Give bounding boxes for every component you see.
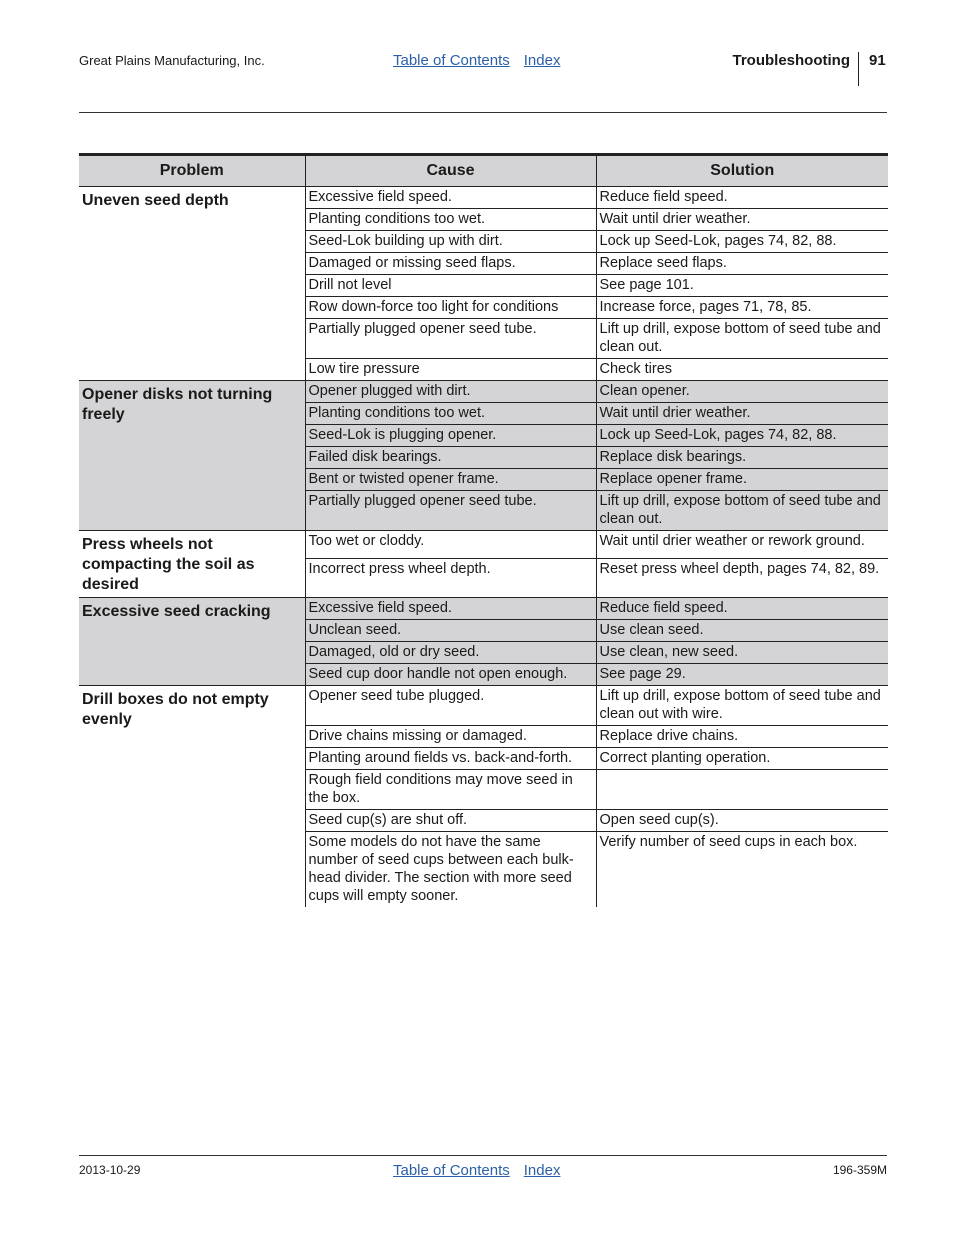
cause-cell: Incorrect press wheel depth. [305,558,596,597]
footer-rule [79,1155,887,1156]
problem-cell: Uneven seed depth [79,187,305,381]
solution-cell: Replace seed flaps. [596,253,888,275]
solution-cell: Wait until drier weather or rework ground. [596,531,888,559]
cause-cell: Planting conditions too wet. [305,209,596,231]
table-row [79,381,888,403]
company-name: Great Plains Manufacturing, Inc. [79,53,265,68]
cause-cell: Bent or twisted opener frame. [305,469,596,491]
cause-cell: Damaged, old or dry seed. [305,642,596,664]
cause-cell: Opener plugged with dirt. [305,381,596,403]
header-divider [858,52,859,86]
footer-nav [393,1162,574,1179]
solution-cell: See page 101. [596,275,888,297]
footer-toc-link[interactable]: Table of Contents [393,1162,510,1179]
solution-cell: Lift up drill, expose bottom of seed tube and clean out. [596,491,888,531]
header-index-link[interactable]: Index [523,52,561,69]
header-rule [79,112,887,113]
cause-cell: Failed disk bearings. [305,447,596,469]
solution-cell: Correct planting operation. [596,748,888,770]
solution-cell: Reduce field speed. [596,187,888,209]
solution-cell [596,770,888,810]
problem-cell: Drill boxes do not empty evenly [82,691,269,728]
cause-cell: Planting conditions too wet. [305,403,596,425]
cause-cell: Seed-Lok building up with dirt. [305,231,596,253]
table-row [79,686,888,726]
column-header-problem: Problem [79,155,305,187]
cause-cell: Opener seed tube plugged. [305,686,596,726]
footer-date: 2013-10-29 [79,1163,141,1177]
cause-cell: Row down-force too light for conditions [305,297,596,319]
solution-cell: Use clean, new seed. [596,642,888,664]
solution-cell: See page 29. [596,664,888,686]
solution-cell: Lock up Seed-Lok, pages 74, 82, 88. [596,425,888,447]
cause-cell: Seed-Lok is plugging opener. [305,425,596,447]
solution-cell: Lift up drill, expose bottom of seed tube and clean out. [596,319,888,359]
troubleshooting-table [79,153,888,907]
cause-cell: Damaged or missing seed flaps. [305,253,596,275]
solution-cell: Wait until drier weather. [596,403,888,425]
solution-cell: Wait until drier weather. [596,209,888,231]
header-nav [393,52,574,69]
solution-cell: Replace opener frame. [596,469,888,491]
cause-cell: Too wet or cloddy. [305,531,596,559]
table-body [79,187,888,908]
document-number: 196-359M [832,1163,887,1177]
solution-cell: Reduce field speed. [596,598,888,620]
cause-cell: Seed cup(s) are shut off. [305,810,596,832]
table-row [79,531,888,559]
column-header-cause: Cause [305,155,596,187]
table-row [79,187,888,209]
cause-cell: Drill not level [305,275,596,297]
cause-cell: Low tire pressure [305,359,596,381]
cause-cell: Seed cup door handle not open enough. [305,664,596,686]
cause-cell: Drive chains missing or damaged. [305,726,596,748]
solution-cell: Use clean seed. [596,620,888,642]
problem-cell: Press wheels not compacting the soil as desired [79,531,305,598]
page-number: 91 [869,52,886,69]
solution-cell: Replace disk bearings. [596,447,888,469]
footer-index-link[interactable]: Index [523,1162,561,1179]
solution-cell: Verify number of seed cups in each box. [596,832,888,908]
cause-cell: Rough field conditions may move seed in the box. [305,770,596,810]
solution-cell: Increase force, pages 71, 78, 85. [596,297,888,319]
cause-cell: Excessive field speed. [305,187,596,209]
section-title: Troubleshooting [732,52,850,69]
cause-cell: Unclean seed. [305,620,596,642]
problem-cell: Excessive seed cracking [79,598,305,686]
solution-cell: Replace drive chains. [596,726,888,748]
solution-cell: Check tires [596,359,888,381]
solution-cell: Lock up Seed-Lok, pages 74, 82, 88. [596,231,888,253]
cause-cell: Partially plugged opener seed tube. [305,319,596,359]
table-row [79,598,888,620]
header-toc-link[interactable]: Table of Contents [393,52,510,69]
problem-cell: Opener disks not turning freely [79,381,305,531]
cause-cell: Planting around fields vs. back-and-forth. [305,748,596,770]
table-header-row [79,155,888,187]
solution-cell: Clean opener. [596,381,888,403]
solution-cell: Lift up drill, expose bottom of seed tube and clean out with wire. [596,686,888,726]
cause-cell: Some models do not have the same number of seed cups between each bulk-head divider. The section with more seed cups will empty sooner. [305,832,596,908]
solution-cell: Reset press wheel depth, pages 74, 82, 89. [596,558,888,597]
cause-cell: Excessive field speed. [305,598,596,620]
column-header-solution: Solution [596,155,888,187]
cause-cell: Partially plugged opener seed tube. [305,491,596,531]
solution-cell: Open seed cup(s). [596,810,888,832]
